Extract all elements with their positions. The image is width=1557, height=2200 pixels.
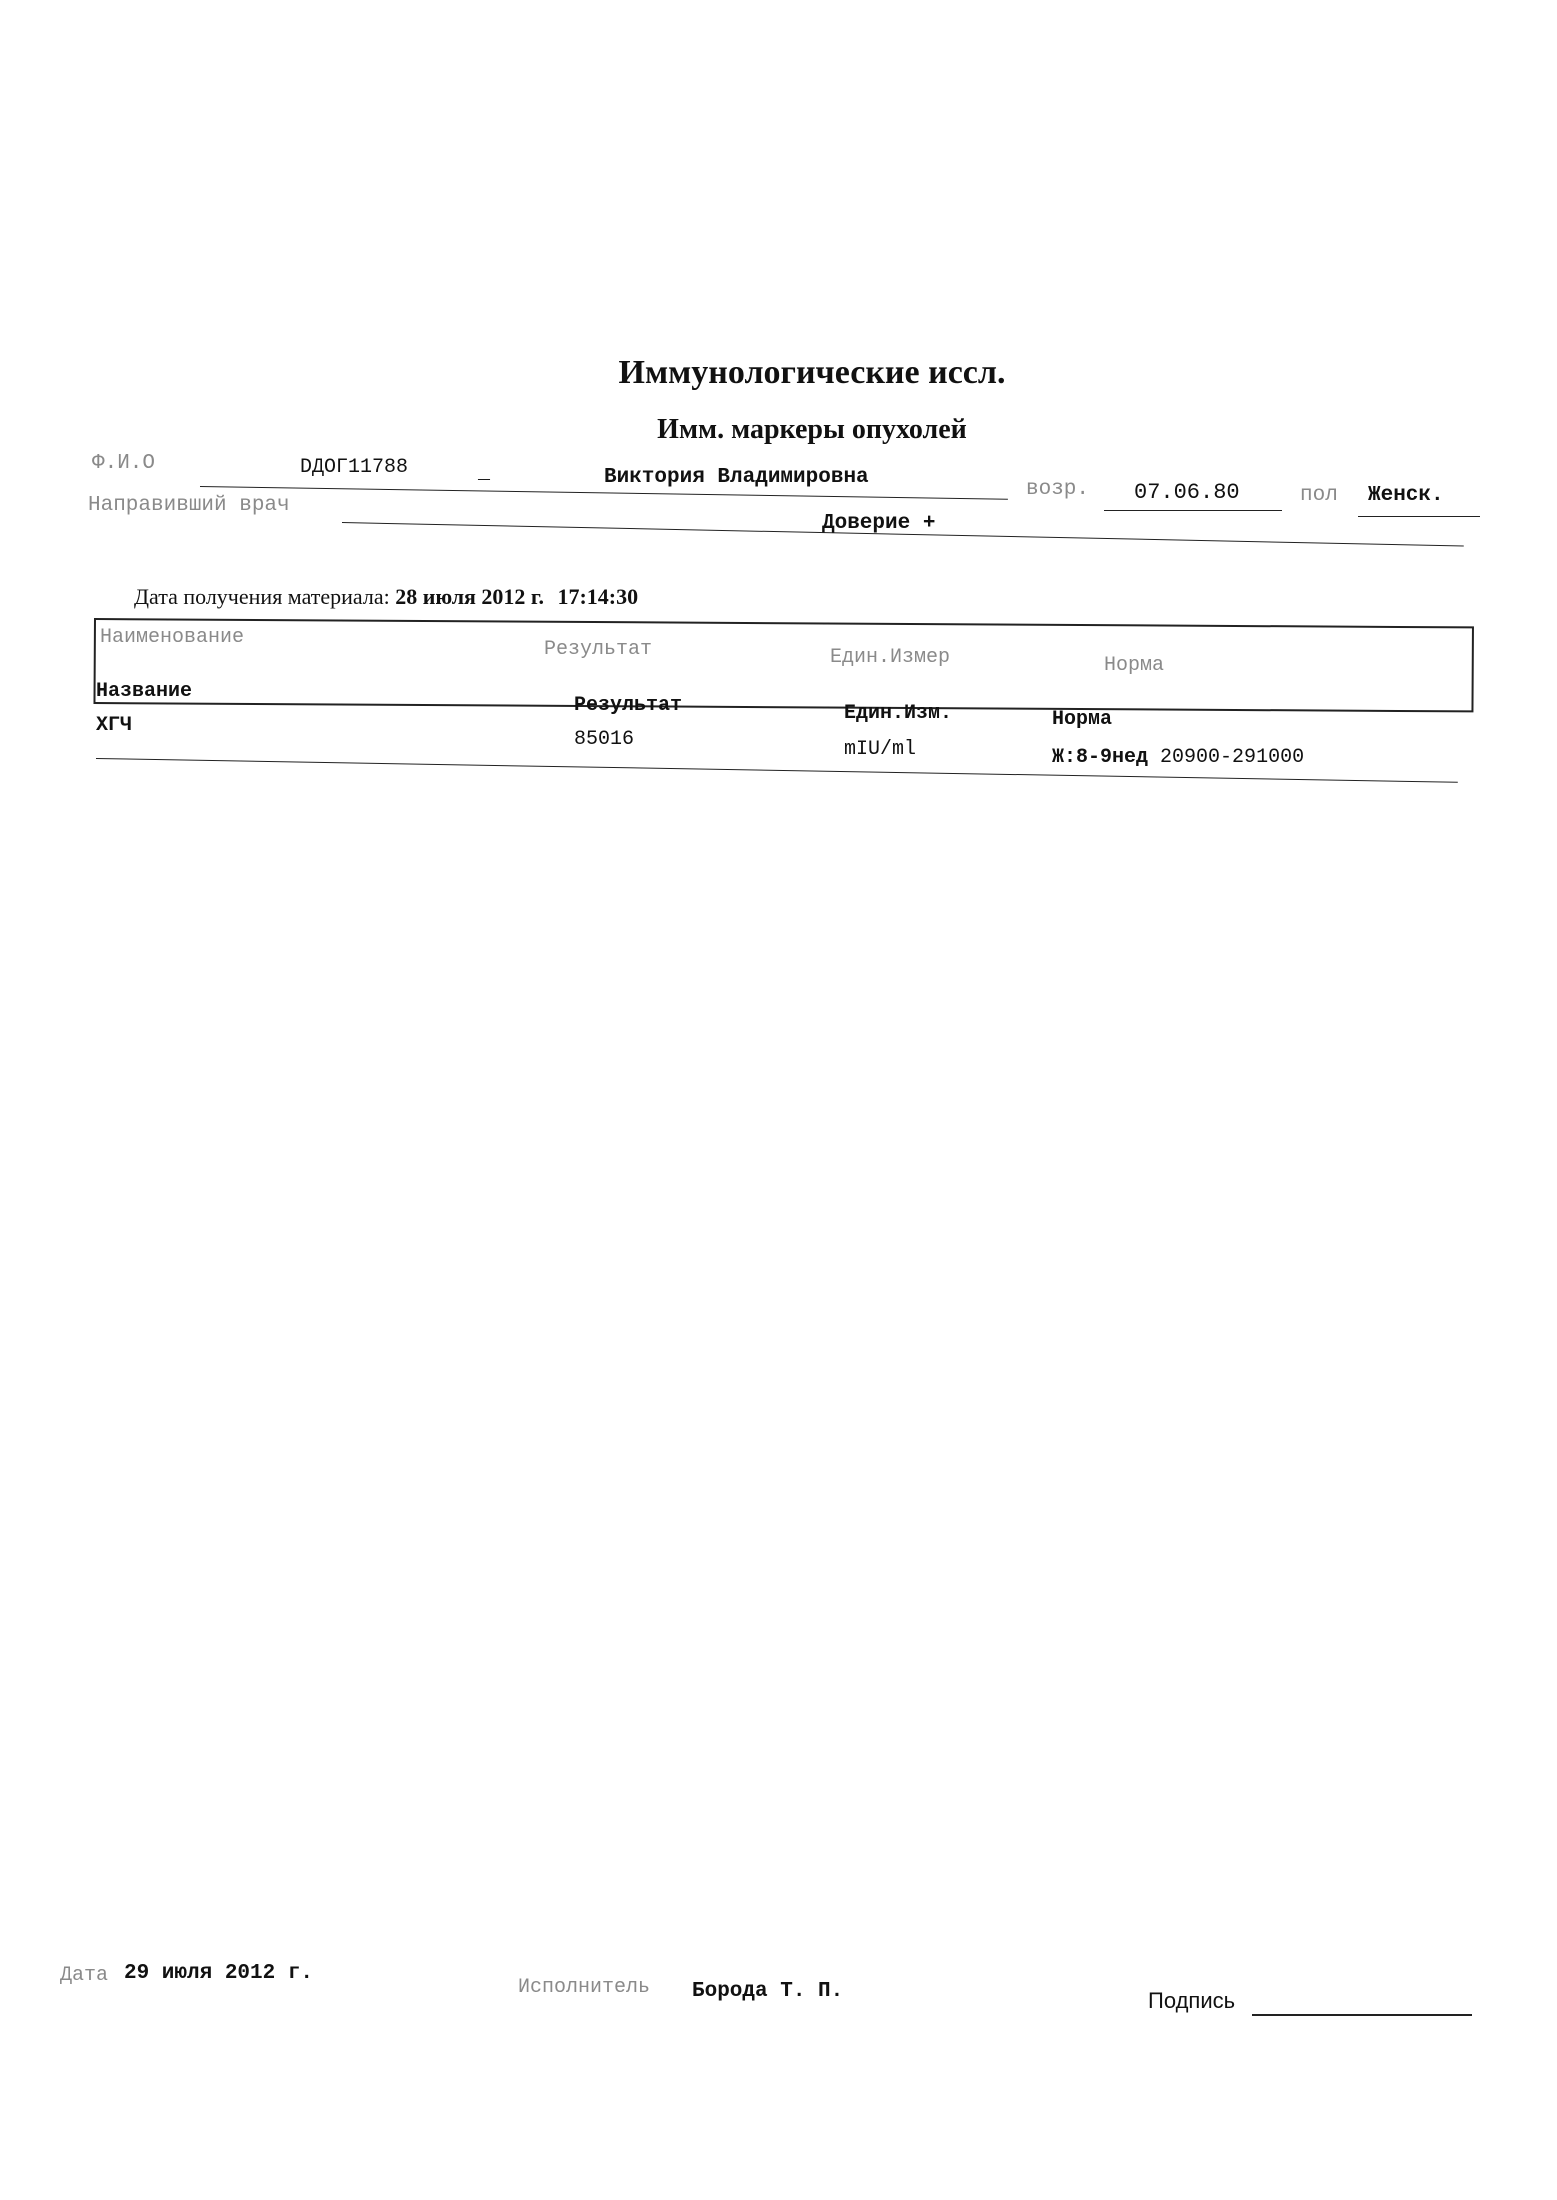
referring-doctor: Доверие + xyxy=(822,512,936,535)
norm-range: 20900-291000 xyxy=(1160,746,1305,769)
patient-code: DДОГ11788 xyxy=(300,456,409,479)
material-date: 28 июля 2012 г. xyxy=(395,584,544,609)
signature-label: Подпись xyxy=(1148,1988,1236,2013)
norm-prefix: Ж:8-9 xyxy=(1052,746,1113,769)
col-name: Название xyxy=(96,680,193,703)
sex-underline xyxy=(1358,516,1480,517)
header-result: Результат xyxy=(544,638,653,661)
sex-label: пол xyxy=(1300,484,1338,507)
result-row-unit: mIU/ml xyxy=(844,738,917,761)
result-row-norm xyxy=(1052,746,1304,769)
performer-label: Исполнитель xyxy=(518,1976,651,1999)
footer-date: 29 июля 2012 г. xyxy=(124,1962,314,1985)
table-header-box xyxy=(93,618,1473,712)
col-norm: Норма xyxy=(1052,708,1113,731)
patient-name: Виктория Владимировна xyxy=(604,466,869,489)
performer-name: Борода Т. П. xyxy=(692,1980,844,2003)
col-unit: Един.Изм. xyxy=(844,702,953,725)
col-result: Результат xyxy=(574,694,683,717)
dob-label: возр. xyxy=(1026,478,1090,501)
header-norm: Норма xyxy=(1104,654,1165,677)
signature-line xyxy=(1252,2014,1472,2016)
result-row-name: ХГЧ xyxy=(96,714,133,737)
report-subtitle: Имм. маркеры опухолей xyxy=(657,414,967,445)
material-date-label: Дата получения материала: xyxy=(134,584,390,609)
report-title: Иммунологические иссл. xyxy=(618,354,1006,391)
norm-period: нед xyxy=(1112,746,1149,769)
doctor-label: Направивший врач xyxy=(88,494,290,517)
footer-date-label: Дата xyxy=(60,1964,109,1987)
patient-name-dash: _ xyxy=(478,462,491,485)
header-unit: Един.Измер xyxy=(830,646,951,669)
result-row-value: 85016 xyxy=(574,728,635,751)
material-date-line xyxy=(134,584,638,610)
header-name: Наименование xyxy=(100,626,245,649)
patient-dob: 07.06.80 xyxy=(1134,480,1240,505)
patient-sex: Женск. xyxy=(1368,484,1444,507)
dob-underline xyxy=(1104,510,1282,511)
material-time: 17:14:30 xyxy=(557,584,639,609)
fio-label: Ф.И.О xyxy=(92,452,156,475)
